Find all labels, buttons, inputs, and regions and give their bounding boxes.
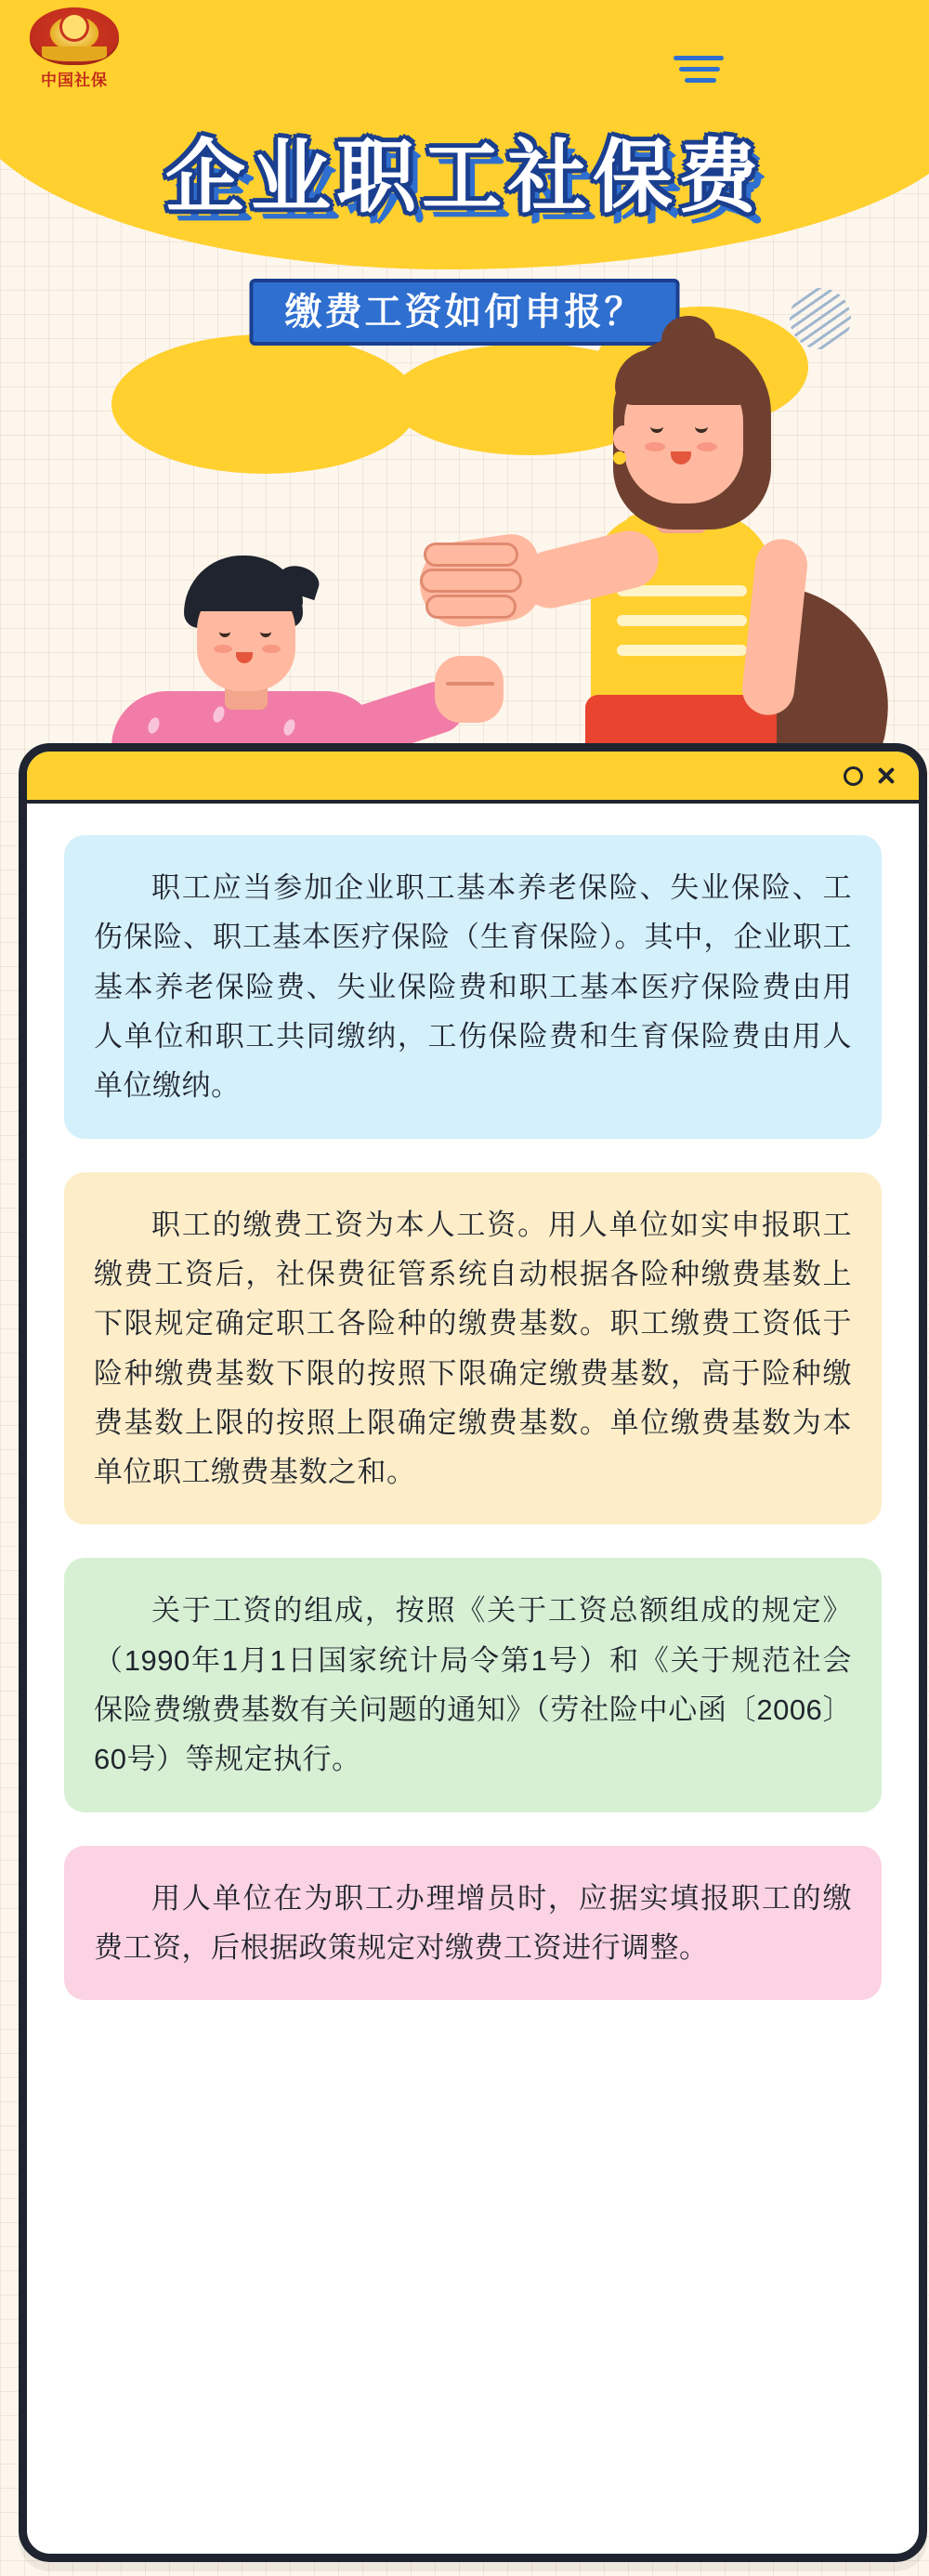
man-blush-right: [262, 645, 281, 653]
man-fist-line: [446, 682, 494, 686]
man-fist: [435, 656, 504, 723]
content-paragraph-1: 职工应当参加企业职工基本养老保险、失业保险、工伤保险、职工基本医疗保险（生育保险）。其中，企业职工基本养老保险费、失业保险费和职工基本医疗保险费由用人单位和职工共同缴纳，工伤保险费和生育保险费由用人单位缴纳。: [64, 835, 882, 1139]
man-eye-left: [219, 626, 230, 637]
man-shirt-dot-1: [146, 716, 161, 736]
content-paragraph-4: 用人单位在为职工办理增员时，应据实填报职工的缴费工资，后根据政策规定对缴费工资进行调整。: [64, 1846, 882, 2001]
circle-icon[interactable]: [844, 766, 863, 786]
woman-ear: [613, 425, 634, 451]
phone-content-card: [19, 743, 927, 2562]
social-security-emblem: [19, 7, 130, 110]
page-subtitle: 缴费工资如何申报？: [284, 292, 645, 333]
man-blush-left: [214, 645, 232, 653]
woman-blush-left: [645, 442, 665, 451]
illustration-two-people: [0, 307, 929, 771]
emblem-label: 中国社保: [41, 72, 108, 89]
wave-lines-decoration: [674, 56, 729, 93]
man-shirt-dot-3: [281, 718, 296, 738]
phone-title-bar: [27, 752, 919, 804]
woman-blush-right: [697, 442, 717, 451]
content-paragraph-2: 职工的缴费工资为本人工资。用人单位如实申报职工缴费工资后，社保费征管系统自动根据各险种缴费基数上下限规定确定职工各险种的缴费基数。职工缴费工资低于险种缴费基数下限的按照下限确定缴费基数，高于险种缴费基数上限的按照上限确定缴费基数。单位缴费基数为本单位职工缴费基数之和。: [64, 1172, 882, 1525]
content-paragraph-3: 关于工资的组成，按照《关于工资总额组成的规定》（1990年1月1日国家统计局令第1号）和《关于规范社会保险费缴费基数有关问题的通知》（劳社险中心函〔2006〕60号）等规定执行。: [64, 1558, 882, 1811]
man-eye-right: [260, 626, 271, 637]
man-fringe: [190, 574, 303, 611]
man-shirt-dot-2: [211, 705, 226, 725]
woman-top-stripe-3: [617, 645, 747, 656]
woman-earring: [613, 451, 626, 464]
phone-content-body: [27, 804, 919, 2037]
page-title: 企业职工社保费: [165, 133, 764, 222]
close-icon[interactable]: [876, 766, 895, 785]
woman-finger-2: [420, 569, 522, 593]
woman-fringe: [615, 349, 756, 405]
woman-finger-1: [424, 543, 518, 567]
emblem-badge-icon: [30, 7, 119, 65]
woman-finger-3: [425, 595, 517, 619]
woman-top-stripe-2: [617, 615, 747, 626]
